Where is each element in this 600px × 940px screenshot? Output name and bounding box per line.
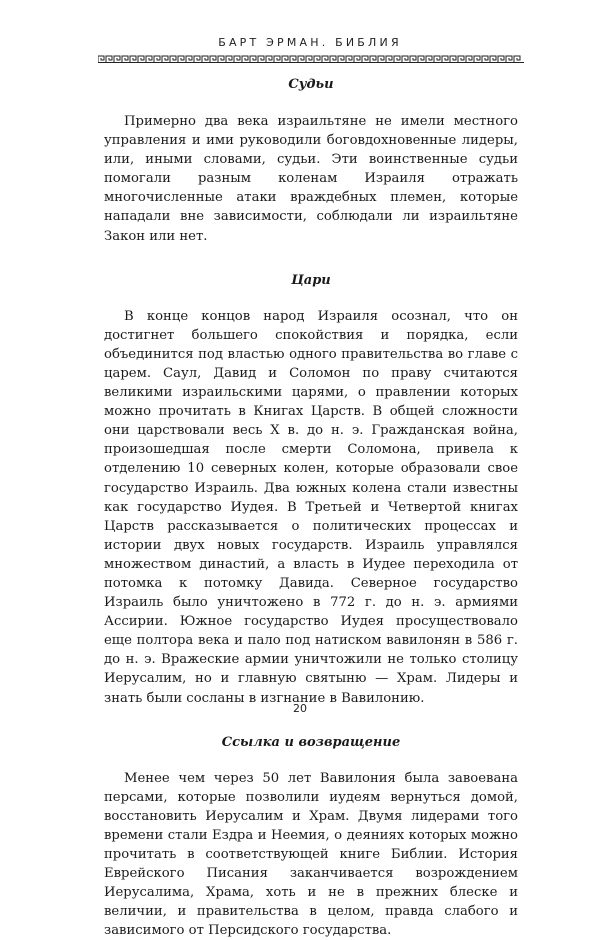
section-paragraph-exile-return: Менее чем через 50 лет Вавилония была завоевана персами, которые позволили иудеям вернуться домой, восстановить Иерусалим и Храм. Двумя лидерами того времени стали Ездра и Неемия, о деяниях которых можно прочитать в соответствующей книге Библии. История Еврейского Писания заканчивается возрождением Иерусалима, Храма, хоть и не в прежних блеске и величии, и правительства в целом, правда слабого и зависимого от Персидского государства. (104, 770, 518, 939)
section-heading-kings: Цари (291, 272, 331, 288)
page-number: 20 (293, 702, 307, 715)
meander-border-icon (98, 55, 524, 63)
section-heading-exile-return: Ссылка и возвращение (221, 734, 401, 750)
section-paragraph-kings: В конце концов народ Израиля осознал, что он достигнет большего спокойствия и порядка, если объединится под властью одного правительства во главе с царем. Саул, Давид и Соломон по праву считаются великими израильскими царями, о правлении которых можно прочитать в Книгах Царств. В общей сложности они царствовали весь X в. до н. э. Гражданская война, произошедшая после смерти Соломона, привела к отделению 10 северных колен, которые образовали свое государство Израиль. Два южных колена стали известны как государство Иудея. В Третьей и Четвертой книгах Царств рассказывается о политических процессах и истории двух новых государств. Израиль управлялся множеством династий, а власть в Иудее переходила от потомка к потомку Давида. Северное государство Израиль было уничтожено в 772 г. до н. э. армиями Ассирии. Южное государство Иудея просуществовало еще полтора века и пало под натиском вавилонян в 586 г. до н. э. Вражеские армии уничтожили не только столицу Иерусалим, но и главную святыню — Храм. Лидеры и знать были сосланы в изгнание в Вавилонию. (104, 308, 518, 706)
section-paragraph-judges: Примерно два века израильтяне не имели местного управления и ими руководили боговдохновенные лидеры, или, иными словами, судьи. Эти воинственные судьи помогали разным коленам Израиля отражать многочисленные атаки враждебных племен, которые нападали вне зависимости, соблюдали ли израильтяне Закон или нет. (104, 114, 518, 244)
running-head: БАРТ ЭРМАН. БИБЛИЯ (218, 36, 402, 49)
section-heading-judges: Судьи (288, 77, 334, 92)
page-body (104, 76, 518, 940)
